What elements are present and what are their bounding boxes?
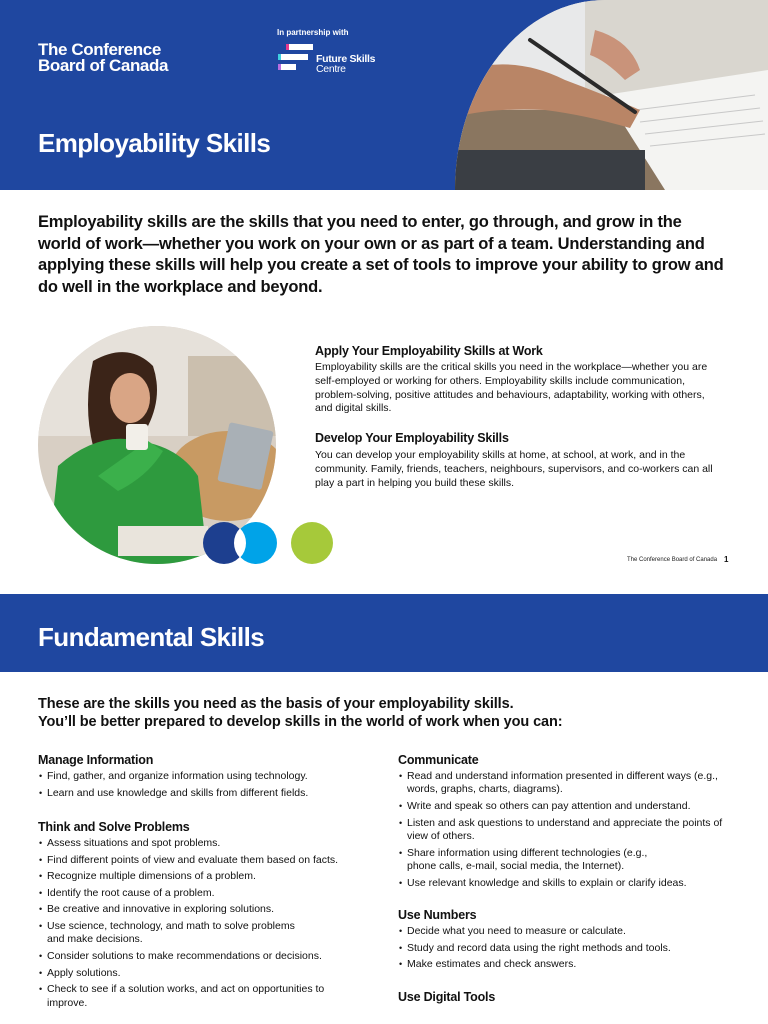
skill-title: Use Numbers	[398, 908, 477, 922]
skill-group-manage-information	[38, 753, 378, 800]
skill-title: Think and Solve Problems	[38, 820, 190, 834]
skill-list	[398, 925, 738, 972]
list-item: • Share information using different technologies (e.g., phone calls, e-mail, social media, the Internet).	[398, 847, 668, 874]
page-title: Employability Skills	[38, 128, 271, 158]
lead-line2: You’ll be better prepared to develop skills in the world of work when you can:	[38, 714, 563, 730]
partner-label: In partnership with	[277, 28, 349, 37]
decorative-circles-icon	[202, 520, 342, 566]
intro-paragraph: Employability skills are the skills that you need to enter, go through, and grow in the world of work—whether you work on your own or as part of a team. Understanding and applying these skills will help you create a set of tools to improve your ability to grow and do well in the workplace and beyond.	[38, 213, 724, 296]
list-item: • Find different points of view and evaluate them based on facts.	[38, 854, 378, 867]
page2-header-banner	[0, 594, 768, 672]
list-item: • Assess situations and spot problems.	[38, 837, 378, 850]
page2-title: Fundamental Skills	[38, 622, 265, 652]
footer-org: The Conference Board of Canada	[627, 557, 718, 563]
skill-group-communicate	[398, 753, 738, 890]
skills-column-left	[38, 753, 378, 1013]
partner-name	[316, 54, 375, 74]
list-item: • Study and record data using the right methods and tools.	[398, 942, 738, 955]
page-separator	[0, 584, 768, 594]
skill-group-think-solve	[38, 820, 378, 1010]
list-item: • Apply solutions.	[38, 967, 378, 980]
list-item: • Listen and ask questions to understand and appreciate the points of view of others.	[398, 817, 738, 844]
list-item: • Write and speak so others can pay attention and understand.	[398, 800, 738, 813]
org-name-line1: The Conference	[38, 40, 161, 59]
section-text-apply: Employability skills are the critical skills you need in the workplace—whether you are self-employed or working for others. Employability skills include communication, problem-solving, positive attitudes and behaviours, adaptability, working with others, and digital skills.	[315, 361, 708, 415]
section-text-develop: You can develop your employability skills at home, at school, at work, and in the community. Family, friends, teachers, neighbours, supervisors, and co-workers can all play a part in helping you build these skills.	[315, 449, 713, 489]
partner-name-line2: Centre	[316, 63, 346, 75]
skill-list	[38, 770, 378, 800]
conference-board-logo	[38, 42, 168, 74]
skill-group-use-numbers	[398, 908, 738, 972]
list-item: • Use science, technology, and math to solve problems and make decisions.	[38, 920, 313, 947]
list-item: • Learn and use knowledge and skills from different fields.	[38, 787, 378, 800]
skill-group-use-digital-tools	[398, 990, 738, 1004]
skill-title: Manage Information	[38, 753, 154, 767]
skill-list	[38, 837, 378, 1010]
skill-title: Communicate	[398, 753, 479, 767]
list-item: • Recognize multiple dimensions of a problem.	[38, 870, 378, 883]
list-item: • Decide what you need to measure or calculate.	[398, 925, 738, 938]
partner-name-line1: Future Skills	[316, 53, 376, 65]
list-item: • Read and understand information presented in different ways (e.g., words, graphs, charts, diagrams).	[398, 770, 718, 797]
lead-line1: These are the skills you need as the basis of your employability skills.	[38, 696, 514, 712]
section-title-develop: Develop Your Employability Skills	[315, 431, 509, 445]
page1-header-banner	[0, 0, 768, 190]
skills-column-right	[398, 753, 738, 1007]
list-item: • Identify the root cause of a problem.	[38, 887, 378, 900]
skill-title: Use Digital Tools	[398, 989, 496, 1004]
writing-hands-illustration-icon	[455, 0, 768, 190]
skill-list	[398, 770, 738, 890]
page-number: 1	[724, 555, 729, 564]
list-item: • Check to see if a solution works, and act on opportunities to improve.	[38, 983, 338, 1010]
list-item: • Consider solutions to make recommendations or decisions.	[38, 950, 378, 963]
list-item: • Be creative and innovative in exploring solutions.	[38, 903, 378, 916]
page2-lead	[38, 695, 738, 731]
org-name-line2: Board of Canada	[38, 56, 169, 75]
section-title-apply: Apply Your Employability Skills at Work	[315, 344, 543, 358]
writing-hands-photo	[455, 0, 768, 190]
future-skills-centre-logo-icon	[276, 43, 316, 75]
list-item: • Make estimates and check answers.	[398, 958, 738, 971]
list-item: • Use relevant knowledge and skills to explain or clarify ideas.	[398, 877, 738, 890]
list-item: • Find, gather, and organize information using technology.	[38, 770, 378, 783]
